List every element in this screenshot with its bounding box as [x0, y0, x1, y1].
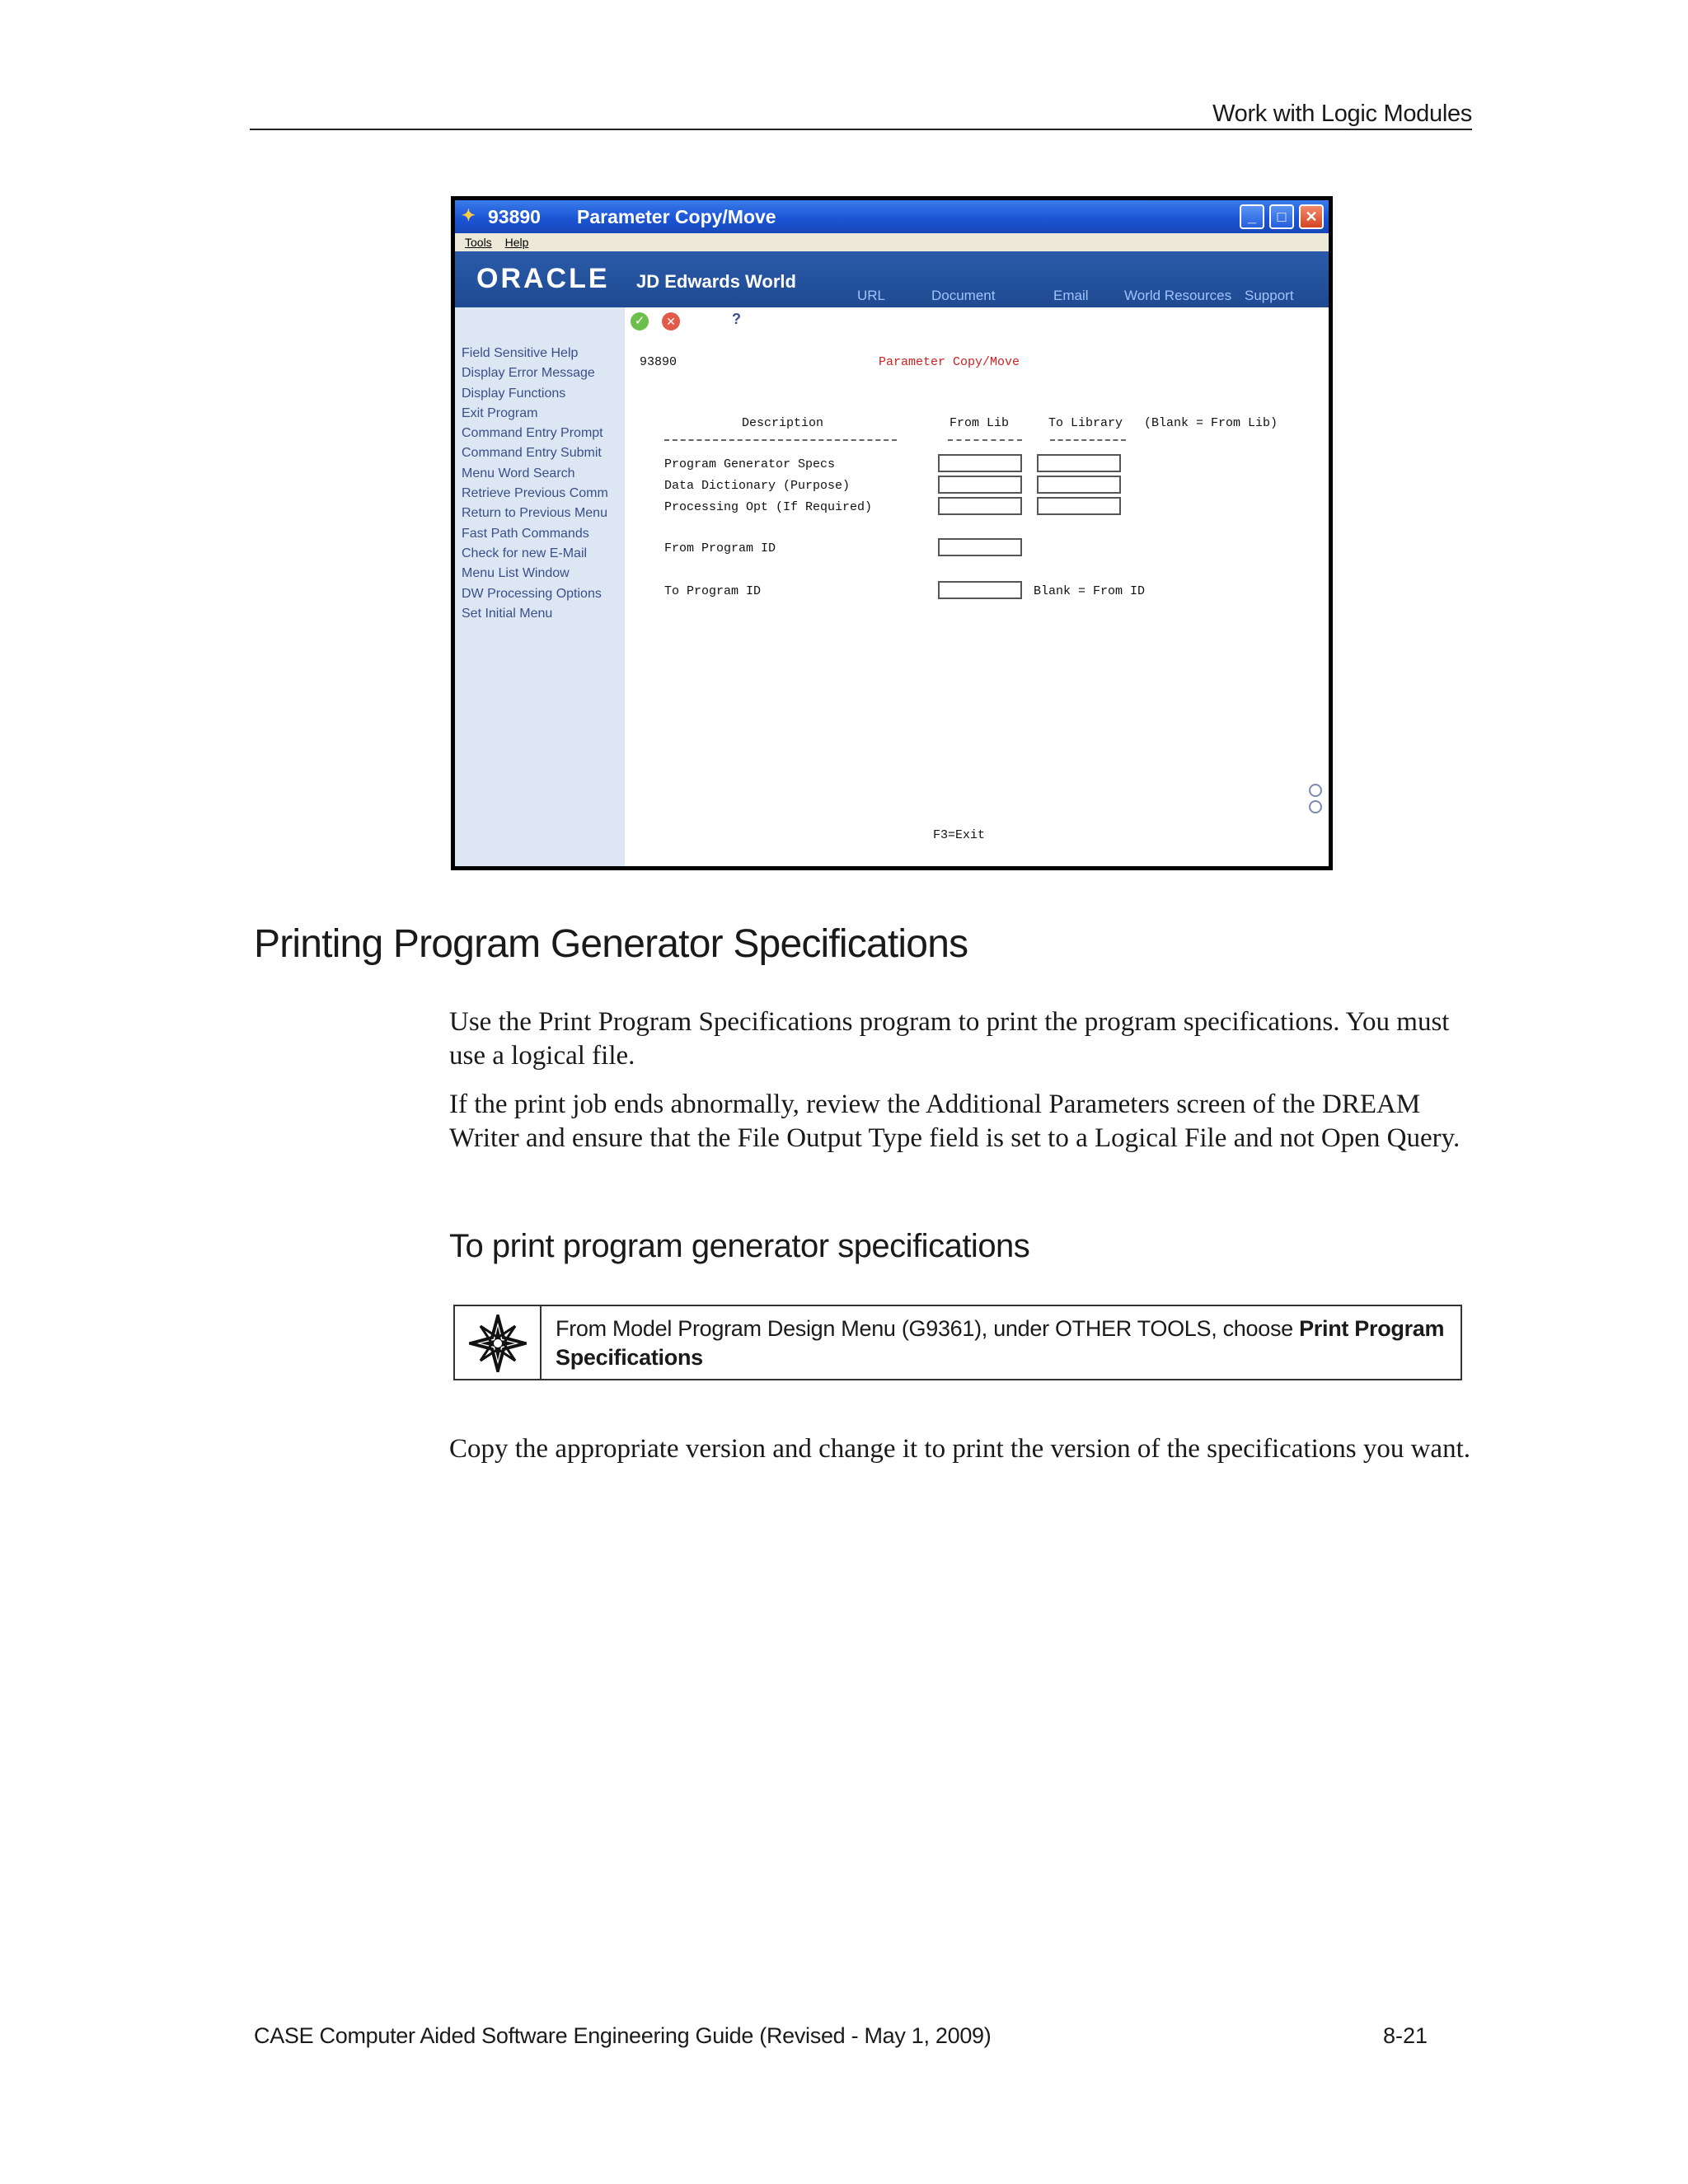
- screenshot-window: [451, 196, 1333, 870]
- brand-banner: [455, 251, 1329, 307]
- compass-icon: [469, 1315, 527, 1372]
- navigation-path: From Model Program Design Menu (G9361), under OTHER TOOLS, choose: [556, 1316, 1300, 1341]
- scroll-down-icon[interactable]: [1309, 800, 1322, 813]
- menu-help[interactable]: Help: [504, 236, 529, 249]
- scroll-up-icon[interactable]: [1309, 784, 1322, 797]
- footer-guide-title: CASE Computer Aided Software Engineering Guide (Revised - May 1, 2009): [254, 2023, 992, 2048]
- row-label: Data Dictionary (Purpose): [664, 479, 851, 493]
- navigation-target: Print Program Specifications: [556, 1316, 1445, 1370]
- body-paragraph: If the print job ends abnormally, review the Additional Parameters screen of the DREAM Writer and ensure that the File Output Type field is set to a Logical File and not Open Query.: [449, 1090, 1461, 1153]
- sidebar-item[interactable]: Display Error Message: [462, 366, 595, 381]
- sidebar-item[interactable]: Menu Word Search: [462, 466, 575, 480]
- sidebar-item[interactable]: Field Sensitive Help: [462, 346, 579, 360]
- sidebar-item[interactable]: Check for new E-Mail: [462, 546, 588, 560]
- from-program-label: From Program ID: [664, 541, 776, 555]
- navigation-text: [556, 1315, 1446, 1372]
- sidebar-item[interactable]: Command Entry Prompt: [462, 426, 603, 441]
- task-heading: To print program generator specifications: [449, 1228, 1030, 1264]
- nav-support-link[interactable]: Support: [1245, 288, 1294, 303]
- app-icon: ✦: [462, 207, 476, 225]
- body-paragraph: Use the Print Program Specifications program to print the program specifications. You must use a logical file.: [449, 1007, 1450, 1071]
- col-to-library-header: To Library: [1048, 416, 1123, 430]
- page-number: 8-21: [1382, 2023, 1428, 2048]
- window-number: 93890: [488, 206, 541, 227]
- window-title: Parameter Copy/Move: [577, 206, 776, 227]
- divider: [1050, 439, 1126, 441]
- help-icon[interactable]: ?: [732, 311, 741, 327]
- running-header: Work with Logic Modules: [250, 97, 1472, 130]
- sidebar-item[interactable]: Command Entry Submit: [462, 446, 602, 461]
- nav-world-resources-link[interactable]: World Resources: [1124, 288, 1232, 303]
- oracle-logo: ORACLE: [476, 263, 610, 294]
- section-heading: Printing Program Generator Specifications: [254, 922, 968, 966]
- from-program-input[interactable]: [938, 538, 1022, 556]
- sidebar-item[interactable]: Menu List Window: [462, 566, 570, 581]
- row-label: Program Generator Specs: [664, 457, 836, 471]
- minimize-icon[interactable]: _: [1240, 204, 1264, 229]
- from-lib-input[interactable]: [938, 497, 1022, 515]
- menu-bar: [455, 233, 1329, 251]
- sidebar-menu: [462, 344, 620, 624]
- sidebar-item[interactable]: Set Initial Menu: [462, 606, 553, 621]
- nav-url-link[interactable]: URL: [857, 288, 886, 303]
- product-name: JD Edwards World: [636, 271, 796, 292]
- navigation-box: [453, 1305, 1462, 1380]
- navigation-cell: [455, 1306, 542, 1379]
- check-icon[interactable]: ✓: [631, 312, 649, 330]
- form-program-id: 93890: [640, 355, 678, 369]
- divider: [948, 439, 1022, 441]
- from-lib-input[interactable]: [938, 476, 1022, 494]
- to-program-label: To Program ID: [664, 584, 762, 598]
- to-library-input[interactable]: [1037, 454, 1121, 472]
- to-program-note: Blank = From ID: [1034, 584, 1146, 598]
- sidebar-item[interactable]: DW Processing Options: [462, 586, 602, 601]
- sidebar-item[interactable]: Return to Previous Menu: [462, 506, 607, 521]
- body-paragraph: Copy the appropriate version and change it to print the version of the specifications you want.: [449, 1434, 1470, 1464]
- to-library-input[interactable]: [1037, 497, 1121, 515]
- to-program-input[interactable]: [938, 581, 1022, 599]
- from-lib-input[interactable]: [938, 454, 1022, 472]
- cancel-icon[interactable]: ✕: [662, 312, 680, 330]
- col-note: (Blank = From Lib): [1144, 416, 1278, 430]
- menu-tools[interactable]: Tools: [465, 236, 492, 249]
- sidebar-item[interactable]: Fast Path Commands: [462, 526, 589, 541]
- to-library-input[interactable]: [1037, 476, 1121, 494]
- close-icon[interactable]: ✕: [1299, 204, 1324, 229]
- row-label: Processing Opt (If Required): [664, 500, 873, 514]
- function-key-legend: F3=Exit: [933, 828, 986, 842]
- window-titlebar: [455, 200, 1329, 233]
- sidebar-item[interactable]: Exit Program: [462, 405, 538, 420]
- col-description-header: Description: [742, 416, 824, 430]
- form-area: [625, 307, 1329, 866]
- sidebar-item[interactable]: Retrieve Previous Comm: [462, 486, 608, 501]
- maximize-icon[interactable]: □: [1269, 204, 1294, 229]
- col-from-lib-header: From Lib: [950, 416, 1010, 430]
- sidebar-item[interactable]: Display Functions: [462, 386, 566, 401]
- nav-email-link[interactable]: Email: [1053, 288, 1089, 303]
- divider: [664, 439, 897, 441]
- form-title: Parameter Copy/Move: [879, 355, 1020, 369]
- nav-document-link[interactable]: Document: [931, 288, 996, 303]
